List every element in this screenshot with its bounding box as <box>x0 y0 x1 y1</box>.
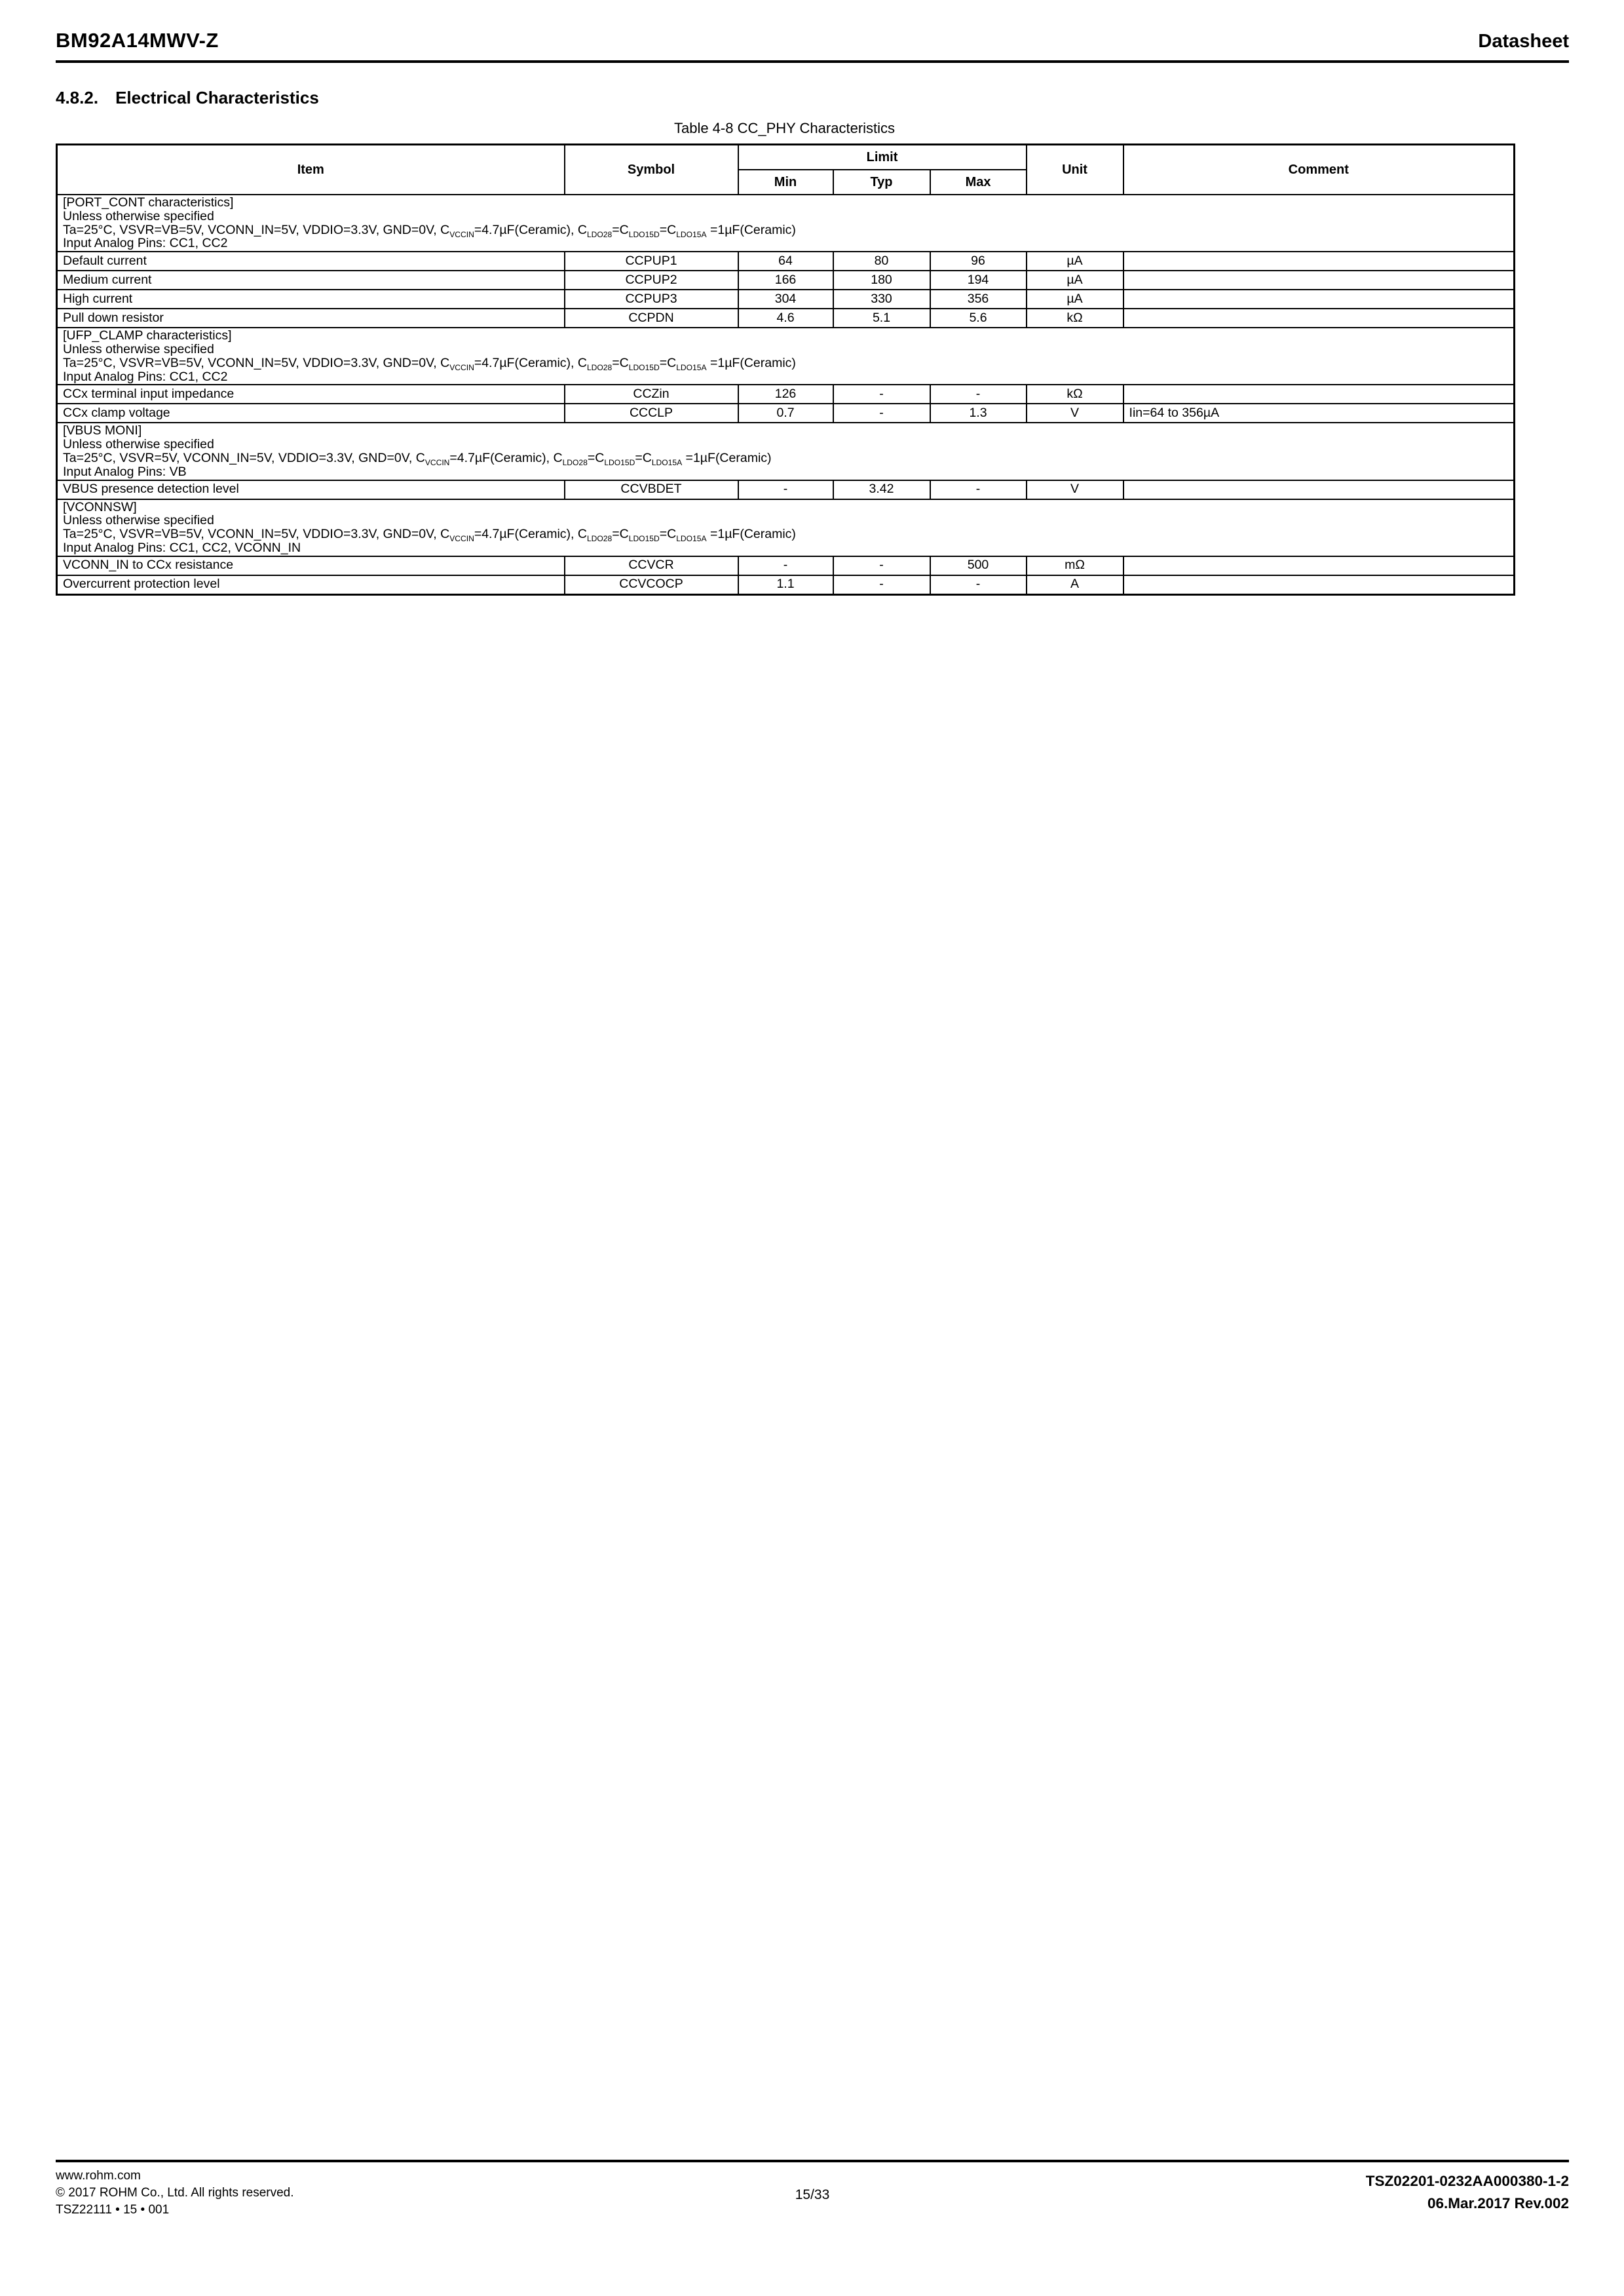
section-title: Electrical Characteristics <box>115 88 319 107</box>
cell-comment <box>1124 290 1515 309</box>
cell-item: Default current <box>57 252 565 271</box>
condition-line: [VCONNSW] <box>63 499 137 514</box>
cell-symbol: CCVBDET <box>565 480 738 499</box>
section-heading <box>56 88 1569 108</box>
col-header-symbol: Symbol <box>565 145 738 195</box>
table-row <box>57 575 1515 595</box>
condition-line: Ta=25°C, VSVR=VB=5V, VCONN_IN=5V, VDDIO=3.3V, GND=0V, $C_{VCCIN}=4.7\mu F(Ceramic)$, $C_{LDO28}=C_{LDO15D}=C_{LDO15A}$ =1µF(Ceramic) <box>63 527 796 544</box>
condition-line: [UFP_CLAMP characteristics] <box>63 328 232 343</box>
table-row <box>57 271 1515 290</box>
footer-divider <box>56 2160 1569 2162</box>
cell-unit: V <box>1027 404 1124 423</box>
footer-revision-date: 06.Mar.2017 Rev.002 <box>1427 2194 1569 2211</box>
footer-url: www.rohm.com <box>56 2169 141 2183</box>
section-note-row <box>57 499 1515 556</box>
cell-unit: µA <box>1027 290 1124 309</box>
col-header-item: Item <box>57 145 565 195</box>
table-caption: Table 4-8 CC_PHY Characteristics <box>673 120 896 136</box>
cell-item: VBUS presence detection level <box>57 480 565 499</box>
cell-typ: 330 <box>833 290 930 309</box>
cell-comment <box>1124 271 1515 290</box>
cell-min: 0.7 <box>738 404 833 423</box>
cell-symbol: CCPDN <box>565 309 738 328</box>
cell-typ: - <box>833 385 930 404</box>
footer-copyright: © 2017 ROHM Co., Ltd. All rights reserved. <box>56 2185 294 2200</box>
condition-line: Input Analog Pins: CC1, CC2, VCONN_IN <box>63 540 301 555</box>
table-row <box>57 404 1515 423</box>
cell-min: - <box>738 480 833 499</box>
cell-symbol: CCCLP <box>565 404 738 423</box>
cell-comment: Iin=64 to 356µA <box>1124 404 1515 423</box>
condition-line: Input Analog Pins: CC1, CC2 <box>63 369 228 384</box>
condition-line: Ta=25°C, VSVR=5V, VCONN_IN=5V, VDDIO=3.3V, GND=0V, $C_{VCCIN}=4.7\mu F(Ceramic)$, $C_{LDO28}=C_{LDO15D}=C_{LDO15A}$ =1µF(Ceramic) <box>63 450 772 467</box>
cell-min: 304 <box>738 290 833 309</box>
cell-max: 500 <box>930 556 1027 575</box>
table-body <box>57 195 1515 594</box>
cell-symbol: CCZin <box>565 385 738 404</box>
doc-type-label: Datasheet <box>1478 31 1569 52</box>
table-row <box>57 290 1515 309</box>
cell-unit: kΩ <box>1027 309 1124 328</box>
cell-max: - <box>930 480 1027 499</box>
cc-phy-characteristics-table <box>56 144 1515 596</box>
table-row <box>57 385 1515 404</box>
table-row <box>57 480 1515 499</box>
condition-line: Unless otherwise specified <box>63 341 214 356</box>
condition-line: Ta=25°C, VSVR=VB=5V, VCONN_IN=5V, VDDIO=3.3V, GND=0V, $C_{VCCIN}=4.7\mu F(Ceramic)$, $C_{LDO28}=C_{LDO15D}=C_{LDO15A}$ =1µF(Ceramic) <box>63 222 796 239</box>
cell-max: 194 <box>930 271 1027 290</box>
cell-min: - <box>738 556 833 575</box>
cell-typ: 5.1 <box>833 309 930 328</box>
header-divider <box>56 60 1569 63</box>
cell-item: CCx clamp voltage <box>57 404 565 423</box>
col-header-min: Min <box>738 170 833 195</box>
cell-typ: 3.42 <box>833 480 930 499</box>
cell-typ: - <box>833 575 930 595</box>
cell-item: CCx terminal input impedance <box>57 385 565 404</box>
cell-max: 356 <box>930 290 1027 309</box>
cell-item: High current <box>57 290 565 309</box>
table-row <box>57 556 1515 575</box>
cell-typ: - <box>833 556 930 575</box>
header-row-1 <box>57 145 1515 170</box>
page-footer <box>56 2160 1569 2218</box>
cell-comment <box>1124 252 1515 271</box>
condition-line: Unless otherwise specified <box>63 208 214 223</box>
cell-unit: A <box>1027 575 1124 595</box>
cell-min: 166 <box>738 271 833 290</box>
cell-item: Medium current <box>57 271 565 290</box>
cell-symbol: CCPUP3 <box>565 290 738 309</box>
page-header <box>56 29 1569 52</box>
col-header-limit: Limit <box>738 145 1027 170</box>
footer-company-info <box>56 2168 294 2218</box>
cell-min: 1.1 <box>738 575 833 595</box>
condition-line: Input Analog Pins: CC1, CC2 <box>63 236 228 251</box>
cell-symbol: CCPUP2 <box>565 271 738 290</box>
section-conditions <box>57 499 1515 556</box>
cell-min: 64 <box>738 252 833 271</box>
footer-revision-info <box>1366 2170 1569 2218</box>
cell-typ: - <box>833 404 930 423</box>
footer-doc-code: TSZ22111 • 15 • 001 <box>56 2202 170 2217</box>
cell-max: - <box>930 575 1027 595</box>
condition-line: [VBUS MONI] <box>63 423 142 438</box>
cell-item: VCONN_IN to CCx resistance <box>57 556 565 575</box>
cell-typ: 80 <box>833 252 930 271</box>
cell-max: 5.6 <box>930 309 1027 328</box>
cell-max: 1.3 <box>930 404 1027 423</box>
cell-min: 126 <box>738 385 833 404</box>
col-header-unit: Unit <box>1027 145 1124 195</box>
cell-comment <box>1124 309 1515 328</box>
table-header <box>57 145 1515 195</box>
cell-comment <box>1124 575 1515 595</box>
section-conditions <box>57 328 1515 385</box>
cell-item: Overcurrent protection level <box>57 575 565 595</box>
col-header-max: Max <box>930 170 1027 195</box>
condition-line: [PORT_CONT characteristics] <box>63 195 234 210</box>
section-note-row <box>57 423 1515 480</box>
part-number: BM92A14MWV-Z <box>56 29 219 52</box>
cell-unit: µA <box>1027 271 1124 290</box>
section-number: 4.8.2. <box>56 88 99 107</box>
cell-unit: mΩ <box>1027 556 1124 575</box>
condition-line: Unless otherwise specified <box>63 437 214 452</box>
col-header-typ: Typ <box>833 170 930 195</box>
cell-symbol: CCVCOCP <box>565 575 738 595</box>
table-row <box>57 309 1515 328</box>
cell-symbol: CCVCR <box>565 556 738 575</box>
cell-max: 96 <box>930 252 1027 271</box>
cell-min: 4.6 <box>738 309 833 328</box>
page-number: 15/33 <box>795 2187 830 2202</box>
col-header-comment: Comment <box>1124 145 1515 195</box>
cell-unit: kΩ <box>1027 385 1124 404</box>
cell-max: - <box>930 385 1027 404</box>
section-note-row <box>57 195 1515 252</box>
cell-unit: V <box>1027 480 1124 499</box>
footer-doc-number: TSZ02201-0232AA000380-1-2 <box>1365 2173 1569 2189</box>
cell-unit: µA <box>1027 252 1124 271</box>
cell-comment <box>1124 556 1515 575</box>
section-note-row <box>57 328 1515 385</box>
condition-line: Input Analog Pins: VB <box>63 464 187 479</box>
condition-line: Unless otherwise specified <box>63 513 214 528</box>
section-conditions <box>57 195 1515 252</box>
cell-typ: 180 <box>833 271 930 290</box>
cell-item: Pull down resistor <box>57 309 565 328</box>
cell-comment <box>1124 480 1515 499</box>
cell-symbol: CCPUP1 <box>565 252 738 271</box>
condition-line: Ta=25°C, VSVR=VB=5V, VCONN_IN=5V, VDDIO=3.3V, GND=0V, $C_{VCCIN}=4.7\mu F(Ceramic)$, $C_{LDO28}=C_{LDO15D}=C_{LDO15A}$ =1µF(Ceramic) <box>63 355 796 372</box>
cell-comment <box>1124 385 1515 404</box>
section-conditions <box>57 423 1515 480</box>
table-row <box>57 252 1515 271</box>
